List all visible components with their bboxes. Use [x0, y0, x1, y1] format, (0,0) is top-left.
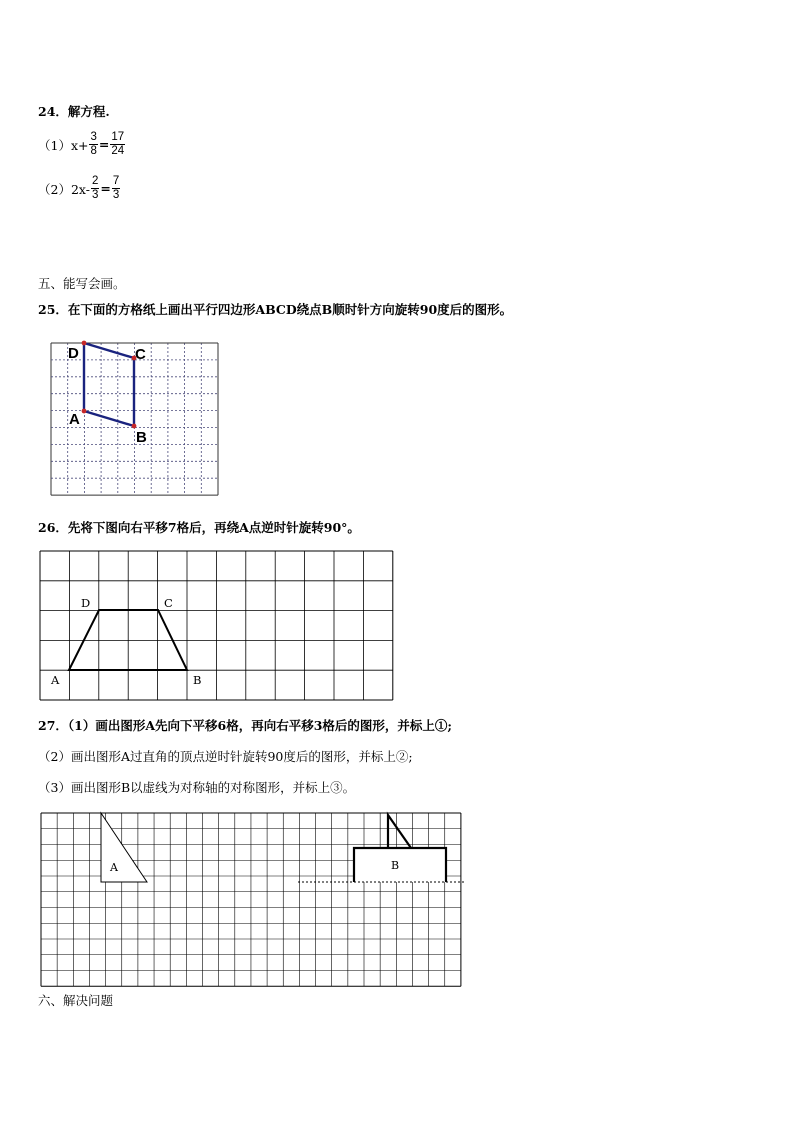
q25-title: 25．在下面的方格纸上画出平行四边形ABCD绕点B顺时针方向旋转90度后的图形。 [38, 302, 513, 317]
q27-line-1: 27．（1）画出图形A先向下平移6格，再向右平移3格后的图形，并标上①; [38, 718, 453, 733]
q27-label-b: B [391, 859, 400, 872]
q26-label-c: C [164, 596, 173, 610]
q27-line-2: （2）画出图形A过直角的顶点逆时针旋转90度后的图形，并标上②; [38, 749, 413, 764]
eq1-f1-den: 8 [90, 145, 97, 157]
eq2-f1-den: 3 [91, 189, 99, 201]
eq2-f1-num: 2 [91, 175, 99, 187]
eq1-prefix: （1）x+ [38, 137, 89, 153]
q26-label-a: A [51, 673, 60, 687]
eq2-f2-den: 3 [112, 189, 120, 201]
q26-label-d: D [81, 596, 91, 610]
eq1-f2-num: 17 [111, 131, 125, 143]
q27-shape-a-triangle [101, 813, 147, 882]
q27-shape-b-flag [388, 815, 411, 848]
q24-title: 24．解方程. [38, 104, 110, 119]
q25-label-b: B [136, 429, 147, 446]
eq2-prefix: （2）2x- [38, 181, 90, 197]
q27-label-a: A [110, 861, 118, 874]
eq2-equals: = [100, 181, 111, 196]
q26-title: 26．先将下图向右平移7格后，再绕A点逆时针旋转90°。 [38, 520, 360, 535]
q26-label-b: B [193, 673, 202, 687]
eq1-f2-den: 24 [111, 145, 125, 157]
section-6-heading: 六、解决问题 [38, 993, 114, 1008]
q25-label-d: D [68, 345, 79, 362]
q27-shape-b-base [354, 848, 446, 882]
section-5-heading: 五、能写会画。 [38, 276, 126, 291]
q25-label-c: C [135, 346, 146, 363]
eq1-f1-num: 3 [90, 131, 97, 143]
eq1-equals: = [98, 137, 110, 152]
q25-label-a: A [69, 411, 80, 428]
eq2-f2-num: 7 [112, 175, 120, 187]
q27-line-3: （3）画出图形B以虚线为对称轴的对称图形，并标上③。 [38, 780, 356, 795]
